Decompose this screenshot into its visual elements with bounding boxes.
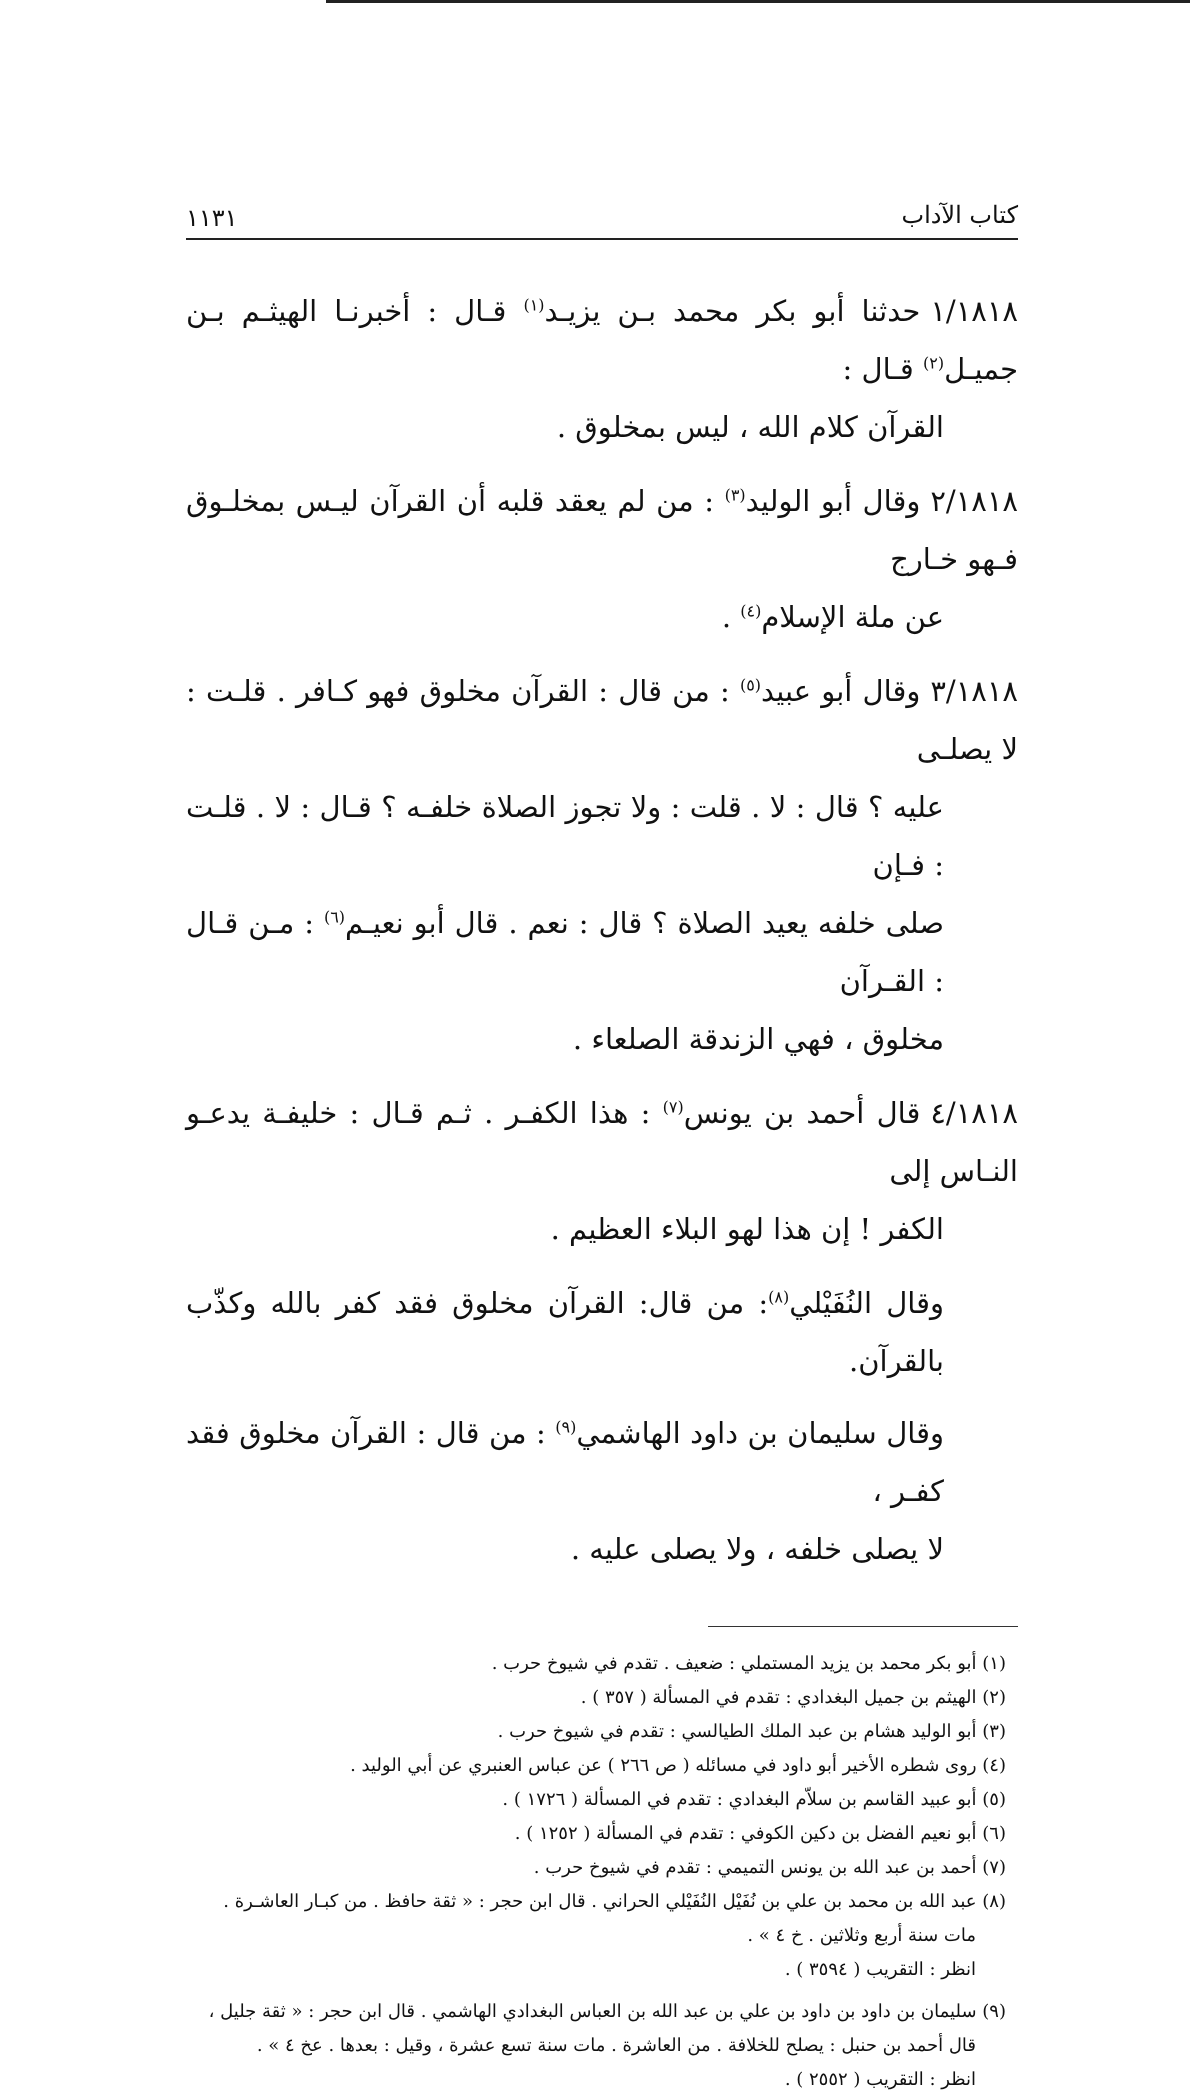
main-text xyxy=(186,282,1018,1578)
footnote-number: (١) xyxy=(982,1653,1006,1674)
footnote-number: (٦) xyxy=(982,1823,1006,1844)
entry-text: قـال : أخبرنـا الهيثـم بـن جميـل xyxy=(186,294,1018,386)
footnote-separator xyxy=(708,1626,1018,1627)
entry-1 xyxy=(186,282,1018,456)
footnote-continuation: مات سنة أربع وثلاثين . خ ٤ » . xyxy=(747,1925,976,1946)
footnote-text: الهيثم بن جميل البغدادي : تقدم في المسألة ( ٣٥٧ ) . xyxy=(580,1687,977,1708)
footnote-number: (٤) xyxy=(982,1755,1006,1776)
footnote-continuation: انظر : التقريب ( ٢٥٥٢ ) . xyxy=(784,2069,976,2090)
footnotes xyxy=(186,1647,1018,2097)
footnote-text: سليمان بن داود بن داود بن علي بن عبد الله بن العباس البغدادي الهاشمي . قال ابن حجر : « ثقة جليل ، xyxy=(208,2001,977,2022)
footnote-ref: (٩) xyxy=(555,1417,577,1437)
paragraph-text: وقال سليمان بن داود الهاشمي xyxy=(576,1416,944,1450)
running-header xyxy=(186,200,1018,240)
paragraph-nufayli xyxy=(186,1274,1018,1390)
entry-3 xyxy=(186,662,1018,1068)
footnote-number: (٩) xyxy=(982,2001,1006,2022)
footnote-ref: (٦) xyxy=(323,907,346,927)
footnote xyxy=(186,1995,1006,2097)
footnote xyxy=(186,1885,1006,1987)
paragraph-text: : من قال: القرآن مخلوق فقد كفر بالله وكذّب بالقرآن. xyxy=(186,1286,944,1378)
footnote-text: أبو عبيد القاسم بن سلاّم البغدادي : تقدم في المسألة ( ١٧٢٦ ) . xyxy=(502,1789,977,1810)
footnote-text: أبو الوليد هشام بن عبد الملك الطيالسي : تقدم في شيوخ حرب . xyxy=(497,1721,977,1742)
entry-text: وقال أبو عبيد xyxy=(761,674,921,708)
page-number: ١١٣١ xyxy=(186,204,238,232)
entry-text: قال أحمد بن يونس xyxy=(683,1096,921,1130)
entry-continuation xyxy=(186,894,1018,1010)
footnote-ref: (٥) xyxy=(739,675,762,695)
footnote-continuation: قال أحمد بن حنبل : يصلح للخلافة . من العاشرة . مات سنة تسع عشرة ، وقيل : بعدها . عخ ٤ » . xyxy=(256,2035,976,2056)
footnote-continuation: انظر : التقريب ( ٣٥٩٤ ) . xyxy=(784,1959,976,1980)
footnote-text: عبد الله بن محمد بن علي بن نُفَيْل النُفَيْلي الحراني . قال ابن حجر : « ثقة حافظ . من كبـار العاشـرة . xyxy=(223,1891,977,1912)
entry-line xyxy=(186,282,1018,398)
entry-text: عن ملة الإسلام xyxy=(761,600,944,634)
paragraph-line xyxy=(186,1404,944,1520)
footnote-text: أبو بكر محمد بن يزيد المستملي : ضعيف . تقدم في شيوخ حرب . xyxy=(491,1653,977,1674)
entry-text: : مـن قـال : القـرآن xyxy=(186,906,944,998)
footnote-number: (٧) xyxy=(982,1857,1006,1878)
footnote-text: روى شطره الأخير أبو داود في مسائله ( ص ٢٦٦ ) عن عباس العنبري عن أبي الوليد . xyxy=(350,1755,977,1776)
footnote xyxy=(186,1715,1006,1749)
entry-2 xyxy=(186,472,1018,646)
footnote-ref: (٤) xyxy=(740,601,762,621)
entry-text: وقال أبو الوليد xyxy=(745,484,921,518)
footnote xyxy=(186,1851,1006,1885)
book-page xyxy=(186,200,1018,2097)
paragraph-hashimi xyxy=(186,1404,1018,1578)
footnote-number: (٨) xyxy=(982,1891,1006,1912)
footnote-number: (٥) xyxy=(982,1789,1006,1810)
entry-number: ٤/١٨١٨ xyxy=(930,1096,1019,1130)
paragraph-text: وقال النُفَيْلي xyxy=(789,1286,944,1320)
entry-number: ٢/١٨١٨ xyxy=(930,484,1018,518)
entry-text: : هذا الكفـر . ثـم قـال : خليفـة يدعـو النـاس إلى xyxy=(186,1096,1018,1188)
entry-continuation: مخلوق ، فهي الزندقة الصلعاء . xyxy=(572,1022,944,1056)
entry-continuation: الكفر ! إن هذا لهو البلاء العظيم . xyxy=(550,1212,944,1246)
entry-line xyxy=(186,472,1018,588)
entry-continuation xyxy=(186,588,1018,646)
footnote-ref: (٧) xyxy=(662,1097,684,1117)
entry-number: ١/١٨١٨ xyxy=(930,294,1018,328)
footnote-number: (٣) xyxy=(982,1721,1006,1742)
footnote xyxy=(186,1647,1006,1681)
footnote-text: أحمد بن عبد الله بن يونس التميمي : تقدم في شيوخ حرب . xyxy=(533,1857,977,1878)
entry-text: صلى خلفه يعيد الصلاة ؟ قال : نعم . قال أبو نعيـم xyxy=(345,906,944,940)
footnote-ref: (٣) xyxy=(724,485,746,505)
book-title: كتاب الآداب xyxy=(901,201,1018,229)
footnote-line xyxy=(186,1995,1006,2029)
entry-text: قـال : xyxy=(842,352,923,386)
entry-number: ٣/١٨١٨ xyxy=(930,674,1018,708)
footnote xyxy=(186,1783,1006,1817)
footnote-text: أبو نعيم الفضل بن دكين الكوفي : تقدم في المسألة ( ١٢٥٢ ) . xyxy=(514,1823,977,1844)
paragraph-line: لا يصلى خلفه ، ولا يصلى عليه . xyxy=(570,1532,944,1566)
footnote-ref: (٢) xyxy=(923,353,945,373)
footnote-ref: (١) xyxy=(523,295,545,315)
footnote xyxy=(186,1817,1006,1851)
footnote-ref: (٨) xyxy=(768,1287,790,1307)
entry-line xyxy=(186,662,1018,778)
entry-text: : من لم يعقد قلبه أن القرآن ليـس بمخلـوق فـهو خـارج xyxy=(186,484,1018,576)
entry-line xyxy=(186,1084,1018,1200)
footnote-number: (٢) xyxy=(982,1687,1006,1708)
paragraph-text: : من قال : القرآن مخلوق فقد كفـر ، xyxy=(186,1416,944,1508)
entry-text: . xyxy=(721,600,741,634)
footnote xyxy=(186,1681,1006,1715)
entry-continuation: عليه ؟ قال : لا . قلت : ولا تجوز الصلاة خلفـه ؟ قـال : لا . قلـت : فـإن xyxy=(186,790,944,882)
top-edge-rule xyxy=(326,0,1190,3)
entry-text: : من قال : القرآن مخلوق فهو كـافر . قلـت : لا يصلـى xyxy=(186,674,1018,766)
footnote xyxy=(186,1749,1006,1783)
footnote-line xyxy=(186,1885,1006,1919)
entry-continuation: القرآن كلام الله ، ليس بمخلوق . xyxy=(556,410,944,444)
entry-4 xyxy=(186,1084,1018,1258)
entry-text: حدثنا أبو بكر محمد بـن يزيـد xyxy=(544,294,921,328)
